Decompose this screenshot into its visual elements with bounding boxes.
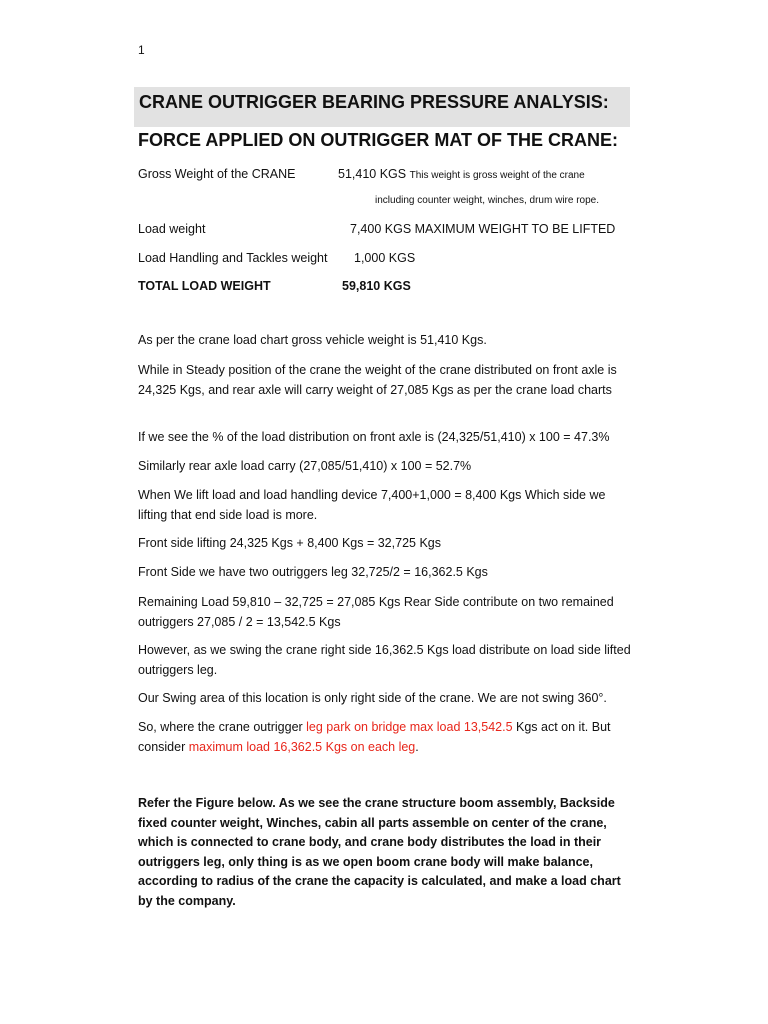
gross-weight-value: 51,410 KGS <box>338 167 407 181</box>
gross-weight-note-line2: including counter weight, winches, drum wire rope. <box>375 195 599 206</box>
paragraph-front-axle-percent: If we see the % of the load distribution on front axle is (24,325/51,410) x 100 = 47.3% <box>138 430 610 444</box>
paragraph-max-load-conclusion <box>138 718 638 757</box>
paragraph-swing-area: Our Swing area of this location is only right side of the crane. We are not swing 360°. <box>138 691 607 705</box>
paragraph-front-side-lifting: Front side lifting 24,325 Kgs + 8,400 Kgs = 32,725 Kgs <box>138 536 441 550</box>
document-subtitle: FORCE APPLIED ON OUTRIGGER MAT OF THE CRANE: <box>138 130 618 150</box>
paragraph-gross-vehicle-weight: As per the crane load chart gross vehicle weight is 51,410 Kgs. <box>138 333 487 347</box>
load-weight-label: Load weight <box>138 222 206 236</box>
paragraph-figure-reference: Refer the Figure below. As we see the crane structure boom assembly, Backside fixed counter weight, Winches, cabin all parts assemble on center of the crane, which is connected to crane body, and crane body distributes the load in their outriggers leg, only thing is as we open boom crane body will make balance, according to radius of the crane the capacity is calculated, and make a load chart by the company. <box>138 796 621 908</box>
gross-weight-row <box>138 167 585 181</box>
tackles-weight-row <box>138 251 415 265</box>
paragraph-lift-load: When We lift load and load handling device 7,400+1,000 = 8,400 Kgs Which side we lifting that end side load is more. <box>138 488 606 522</box>
document-title: CRANE OUTRIGGER BEARING PRESSURE ANALYSIS: <box>134 87 630 127</box>
paragraph-swing-load: However, as we swing the crane right side 16,362.5 Kgs load distribute on load side lifted outriggers leg. <box>138 643 631 677</box>
max-load-each-leg-highlight: maximum load 16,362.5 Kgs on each leg <box>188 739 416 754</box>
paragraph-front-outriggers: Front Side we have two outriggers leg 32,725/2 = 16,362.5 Kgs <box>138 565 488 579</box>
conclusion-text-2: Kgs act on it. But consider <box>138 720 611 754</box>
tackles-weight-label: Load Handling and Tackles weight <box>138 251 328 265</box>
tackles-weight-value: 1,000 KGS <box>354 251 416 265</box>
paragraph-remaining-load: Remaining Load 59,810 – 32,725 = 27,085 Kgs Rear Side contribute on two remained outriggers 27,085 / 2 = 13,542.5 Kgs <box>138 595 614 629</box>
load-weight-row <box>138 222 615 236</box>
total-weight-label: TOTAL LOAD WEIGHT <box>138 279 271 293</box>
conclusion-text-1: So, where the crane outrigger <box>138 720 307 734</box>
paragraph-axle-distribution: While in Steady position of the crane the weight of the crane distributed on front axle is 24,325 Kgs, and rear axle will carry weight of 27,085 Kgs as per the crane load charts <box>138 363 617 397</box>
paragraph-rear-axle-percent: Similarly rear axle load carry (27,085/51,410) x 100 = 52.7% <box>138 459 472 473</box>
bridge-max-load-highlight: leg park on bridge max load 13,542.5 <box>306 720 513 734</box>
gross-weight-note: This weight is gross weight of the crane <box>409 170 585 181</box>
total-weight-value: 59,810 KGS <box>342 279 411 293</box>
gross-weight-label: Gross Weight of the CRANE <box>138 167 296 181</box>
total-weight-row <box>138 279 411 293</box>
page-number: 1 <box>138 43 145 57</box>
conclusion-text-3: . <box>415 739 419 754</box>
load-weight-value: 7,400 KGS MAXIMUM WEIGHT TO BE LIFTED <box>350 222 616 236</box>
